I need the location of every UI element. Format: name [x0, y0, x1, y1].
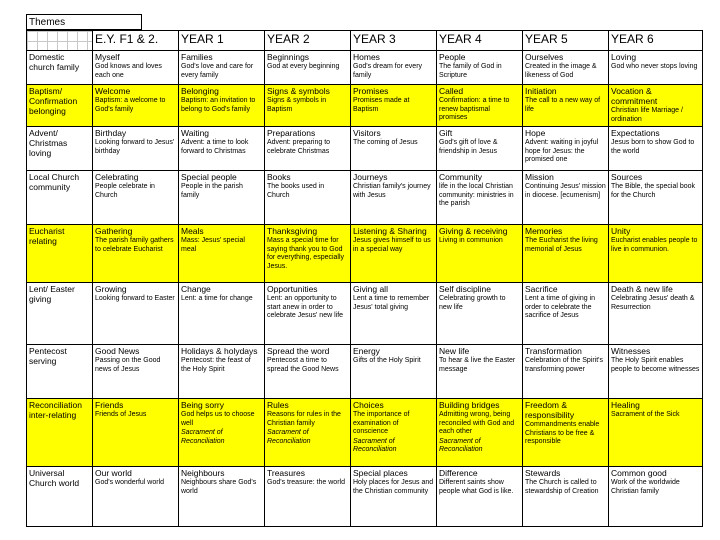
- table-row: [27, 283, 703, 345]
- topic-title: Choices: [353, 400, 384, 410]
- topic-title: Listening & Sharing: [353, 226, 427, 236]
- topic-description: Mass a special time for saying thank you to God for everything, especially Jesus.: [267, 237, 345, 270]
- theme-label: Lent/ Easter giving: [27, 283, 93, 345]
- theme-label: Universal Church world: [27, 467, 93, 527]
- topic-description: Advent: preparing to celebrate Christmas: [267, 139, 331, 155]
- topic-cell: [179, 225, 265, 283]
- topic-title: Spread the word: [267, 346, 330, 356]
- topic-cell: [609, 85, 703, 127]
- topic-description: People in the parish family: [181, 183, 243, 199]
- topic-description: The Holy Spirit enables people to become witnesses: [611, 357, 700, 373]
- topic-description: God who never stops loving: [611, 63, 698, 70]
- topic-description: To hear & live the Easter message: [439, 357, 516, 373]
- topic-cell: [93, 283, 179, 345]
- header-year-3: YEAR 3: [351, 31, 437, 51]
- topic-title: Beginnings: [267, 52, 310, 62]
- topic-description: Created in the image & likeness of God: [525, 63, 597, 79]
- topic-title: New life: [439, 346, 470, 356]
- topic-description: Passing on the Good news of Jesus: [95, 357, 161, 373]
- topic-title: Self discipline: [439, 284, 491, 294]
- topic-cell: [265, 127, 351, 171]
- topic-description: Lent: an opportunity to start anew in order to celebrate Jesus' new life: [267, 295, 344, 319]
- topic-title: Vocation & commitment: [611, 86, 658, 106]
- topic-description: People celebrate in Church: [95, 183, 155, 199]
- topic-title: Thanksgiving: [267, 226, 318, 236]
- topic-sacrament-note: Sacrament of Reconciliation: [267, 429, 311, 445]
- header-blank: [27, 31, 93, 51]
- table-row: [27, 345, 703, 399]
- topic-cell: [523, 171, 609, 225]
- topic-cell: [265, 85, 351, 127]
- topic-description: Work of the worldwide Christian family: [611, 479, 680, 495]
- topic-title: Energy: [353, 346, 380, 356]
- topic-cell: [265, 283, 351, 345]
- topic-title: Gathering: [95, 226, 133, 236]
- topic-description: Baptism: a welcome to God's family: [95, 97, 166, 113]
- topic-cell: [523, 345, 609, 399]
- table-row: [27, 171, 703, 225]
- topic-cell: [179, 467, 265, 527]
- topic-title: Families: [181, 52, 213, 62]
- topic-title: Death & new life: [611, 284, 673, 294]
- topic-description: God's treasure: the world: [267, 479, 345, 486]
- topic-cell: [179, 171, 265, 225]
- header-ey: E.Y. F1 & 2.: [93, 31, 179, 51]
- topic-title: Healing: [611, 400, 640, 410]
- topic-title: Belonging: [181, 86, 219, 96]
- topic-title: Sacrifice: [525, 284, 558, 294]
- topic-cell: [93, 399, 179, 467]
- topic-description: Lent: a time for change: [181, 295, 253, 302]
- table-row: [27, 85, 703, 127]
- sheet-title: Themes: [26, 14, 142, 30]
- topic-description: The call to a new way of life: [525, 97, 601, 113]
- topic-title: Transformation: [525, 346, 582, 356]
- topic-cell: [93, 85, 179, 127]
- topic-title: Promises: [353, 86, 389, 96]
- topic-description: The books used in Church: [267, 183, 325, 199]
- topic-cell: [265, 467, 351, 527]
- topic-cell: [437, 225, 523, 283]
- header-year-4: YEAR 4: [437, 31, 523, 51]
- topic-cell: [93, 171, 179, 225]
- topic-cell: [609, 399, 703, 467]
- topic-cell: [437, 171, 523, 225]
- topic-cell: [93, 225, 179, 283]
- topic-title: Giving & receiving: [439, 226, 508, 236]
- topic-description: God's gift of love & friendship in Jesus: [439, 139, 498, 155]
- topic-title: Homes: [353, 52, 380, 62]
- topic-cell: [437, 127, 523, 171]
- topic-title: Witnesses: [611, 346, 651, 356]
- topic-cell: [351, 127, 437, 171]
- topic-title: Growing: [95, 284, 127, 294]
- topic-cell: [265, 171, 351, 225]
- topic-title: Meals: [181, 226, 204, 236]
- topic-description: Admitting wrong, being reconciled with God and each other: [439, 411, 515, 435]
- topic-title: Special people: [181, 172, 237, 182]
- topic-cell: [265, 345, 351, 399]
- table-row: [27, 127, 703, 171]
- topic-title: Sources: [611, 172, 643, 182]
- topic-description: Confirmation: a time to renew baptismal promises: [439, 97, 510, 121]
- topic-description: God knows and loves each one: [95, 63, 162, 79]
- topic-cell: [437, 85, 523, 127]
- topic-description: Continuing Jesus' mission in diocese. [ecumenism]: [525, 183, 606, 199]
- topic-description: The importance of examination of conscience: [353, 411, 410, 435]
- topic-title: Called: [439, 86, 464, 96]
- topic-title: Building bridges: [439, 400, 500, 410]
- topic-cell: [351, 345, 437, 399]
- topic-description: Christian family's journey with Jesus: [353, 183, 431, 199]
- topic-cell: [523, 399, 609, 467]
- topic-title: Change: [181, 284, 211, 294]
- header-year-1: YEAR 1: [179, 31, 265, 51]
- topic-title: Myself: [95, 52, 120, 62]
- header-year-6: YEAR 6: [609, 31, 703, 51]
- topic-title: Signs & symbols: [267, 86, 330, 96]
- table-row: [27, 467, 703, 527]
- topic-description: The Bible, the special book for the Church: [611, 183, 696, 199]
- topic-description: Pentecost: the feast of the Holy Spirit: [181, 357, 251, 373]
- topic-cell: [265, 51, 351, 85]
- topic-cell: [179, 85, 265, 127]
- topic-title: Treasures: [267, 468, 305, 478]
- topic-description: Friends of Jesus: [95, 411, 147, 418]
- topic-cell: [437, 283, 523, 345]
- topic-cell: [351, 467, 437, 527]
- topic-description: Mass: Jesus' special meal: [181, 237, 245, 253]
- topic-title: Gift: [439, 128, 453, 138]
- topic-title: Giving all: [353, 284, 388, 294]
- topic-description: Sacrament of the Sick: [611, 411, 680, 418]
- topic-description: Looking forward to Easter: [95, 295, 175, 302]
- theme-label: Baptism/ Confirmation belonging: [27, 85, 93, 127]
- topic-cell: [609, 467, 703, 527]
- topic-cell: [523, 85, 609, 127]
- topic-description: The parish family gathers to celebrate Eucharist: [95, 237, 174, 253]
- topic-description: Celebrating Jesus' death & Resurrection: [611, 295, 695, 311]
- topic-title: Good News: [95, 346, 140, 356]
- topic-description: Signs & symbols in Baptism: [267, 97, 327, 113]
- topic-cell: [351, 51, 437, 85]
- topic-description: life in the local Christian community: ministries in the parish: [439, 183, 514, 207]
- topic-cell: [351, 85, 437, 127]
- topic-title: Birthday: [95, 128, 127, 138]
- topic-description: God at every beginning: [267, 63, 340, 70]
- topic-description: Living in communion: [439, 237, 503, 244]
- topic-cell: [609, 51, 703, 85]
- topic-cell: [437, 51, 523, 85]
- topic-title: Neighbours: [181, 468, 225, 478]
- theme-label: Eucharist relating: [27, 225, 93, 283]
- topic-description: Reasons for rules in the Christian family: [267, 411, 341, 427]
- theme-label: Pentecost serving: [27, 345, 93, 399]
- table-row: [27, 399, 703, 467]
- topic-description: The coming of Jesus: [353, 139, 418, 146]
- topic-description: Advent: waiting in joyful hope for Jesus: the promised one: [525, 139, 599, 163]
- topic-title: Books: [267, 172, 291, 182]
- topic-cell: [93, 51, 179, 85]
- topic-description: God helps us to choose well: [181, 411, 255, 427]
- topic-description: Lent a time of giving in order to celebrate the sacrifice of Jesus: [525, 295, 596, 319]
- topic-cell: [179, 51, 265, 85]
- topic-cell: [523, 467, 609, 527]
- topic-description: The Eucharist the living memorial of Jesus: [525, 237, 598, 253]
- topic-description: Baptism: an invitation to belong to God's family: [181, 97, 256, 113]
- topic-cell: [523, 51, 609, 85]
- header-row: [27, 31, 703, 51]
- topic-description: Lent a time to remember Jesus' total giving: [353, 295, 430, 311]
- topic-title: Journeys: [353, 172, 388, 182]
- topic-description: Different saints show people what God is like.: [439, 479, 514, 495]
- topic-cell: [265, 225, 351, 283]
- topic-cell: [523, 127, 609, 171]
- topic-description: Pentecost a time to spread the Good News: [267, 357, 339, 373]
- theme-label: Local Church community: [27, 171, 93, 225]
- topic-description: Gifts of the Holy Spirit: [353, 357, 421, 364]
- topic-description: The Church is called to stewardship of Creation: [525, 479, 599, 495]
- topic-title: Difference: [439, 468, 478, 478]
- themes-table: [26, 30, 703, 527]
- topic-description: Advent: a time to look forward to Christmas: [181, 139, 249, 155]
- topic-cell: [609, 171, 703, 225]
- topic-title: Hope: [525, 128, 546, 138]
- topic-title: Community: [439, 172, 482, 182]
- topic-cell: [93, 345, 179, 399]
- topic-title: Common good: [611, 468, 667, 478]
- table-row: [27, 51, 703, 85]
- topic-cell: [523, 225, 609, 283]
- topic-title: Unity: [611, 226, 631, 236]
- topic-description: Celebrating growth to new life: [439, 295, 506, 311]
- topic-cell: [437, 399, 523, 467]
- topic-cell: [351, 399, 437, 467]
- topic-title: Opportunities: [267, 284, 318, 294]
- topic-title: Our world: [95, 468, 132, 478]
- topic-cell: [265, 399, 351, 467]
- theme-label: Advent/ Christmas loving: [27, 127, 93, 171]
- topic-description: Neighbours share God's world: [181, 479, 257, 495]
- topic-title: Initiation: [525, 86, 557, 96]
- topic-title: Ourselves: [525, 52, 564, 62]
- topic-cell: [179, 283, 265, 345]
- topic-description: Looking forward to Jesus' birthday: [95, 139, 175, 155]
- topic-title: Freedom & responsibility: [525, 400, 575, 420]
- topic-cell: [609, 283, 703, 345]
- topic-description: Celebration of the Spirit's transforming power: [525, 357, 603, 373]
- topic-title: Waiting: [181, 128, 210, 138]
- topic-title: People: [439, 52, 466, 62]
- topic-description: Promises made at Baptism: [353, 97, 410, 113]
- topic-title: Holidays & holydays: [181, 346, 258, 356]
- themes-body: [27, 51, 703, 527]
- topic-cell: [609, 127, 703, 171]
- topic-cell: [609, 345, 703, 399]
- theme-label: Reconciliation inter-relating: [27, 399, 93, 467]
- topic-description: Christian life Marriage / ordination: [611, 107, 683, 123]
- topic-title: Celebrating: [95, 172, 139, 182]
- topic-title: Mission: [525, 172, 554, 182]
- topic-title: Friends: [95, 400, 124, 410]
- topic-title: Visitors: [353, 128, 381, 138]
- topic-cell: [437, 467, 523, 527]
- topic-title: Special places: [353, 468, 408, 478]
- topic-cell: [351, 171, 437, 225]
- header-year-5: YEAR 5: [523, 31, 609, 51]
- topic-title: Being sorry: [181, 400, 224, 410]
- topic-cell: [351, 225, 437, 283]
- topic-description: Commandments enable Christians to be free & responsible: [525, 421, 600, 445]
- topic-cell: [179, 399, 265, 467]
- topic-cell: [437, 345, 523, 399]
- topic-title: Welcome: [95, 86, 131, 96]
- topic-description: God's dream for every family: [353, 63, 423, 79]
- table-row: [27, 225, 703, 283]
- topic-sacrament-note: Sacrament of Reconciliation: [353, 437, 397, 453]
- topic-description: Holy places for Jesus and the Christian community: [353, 479, 434, 495]
- theme-label: Domestic church family: [27, 51, 93, 85]
- topic-description: God's love and care for every family: [181, 63, 254, 79]
- topic-description: The family of God in Scripture: [439, 63, 502, 79]
- topic-sacrament-note: Sacrament of Reconciliation: [439, 437, 483, 453]
- topic-title: Stewards: [525, 468, 561, 478]
- topic-sacrament-note: Sacrament of Reconciliation: [181, 429, 225, 445]
- topic-cell: [93, 467, 179, 527]
- topic-cell: [179, 127, 265, 171]
- header-year-2: YEAR 2: [265, 31, 351, 51]
- topic-description: Eucharist enables people to live in communion.: [611, 237, 698, 253]
- topic-cell: [179, 345, 265, 399]
- topic-cell: [609, 225, 703, 283]
- topic-title: Rules: [267, 400, 289, 410]
- topic-description: Jesus born to show God to the world: [611, 139, 695, 155]
- topic-title: Memories: [525, 226, 563, 236]
- topic-description: God's wonderful world: [95, 479, 165, 486]
- topic-description: Jesus gives himself to us in a special way: [353, 237, 431, 253]
- topic-cell: [351, 283, 437, 345]
- topic-cell: [93, 127, 179, 171]
- topic-title: Preparations: [267, 128, 316, 138]
- topic-cell: [523, 283, 609, 345]
- topic-title: Expectations: [611, 128, 660, 138]
- topic-title: Loving: [611, 52, 637, 62]
